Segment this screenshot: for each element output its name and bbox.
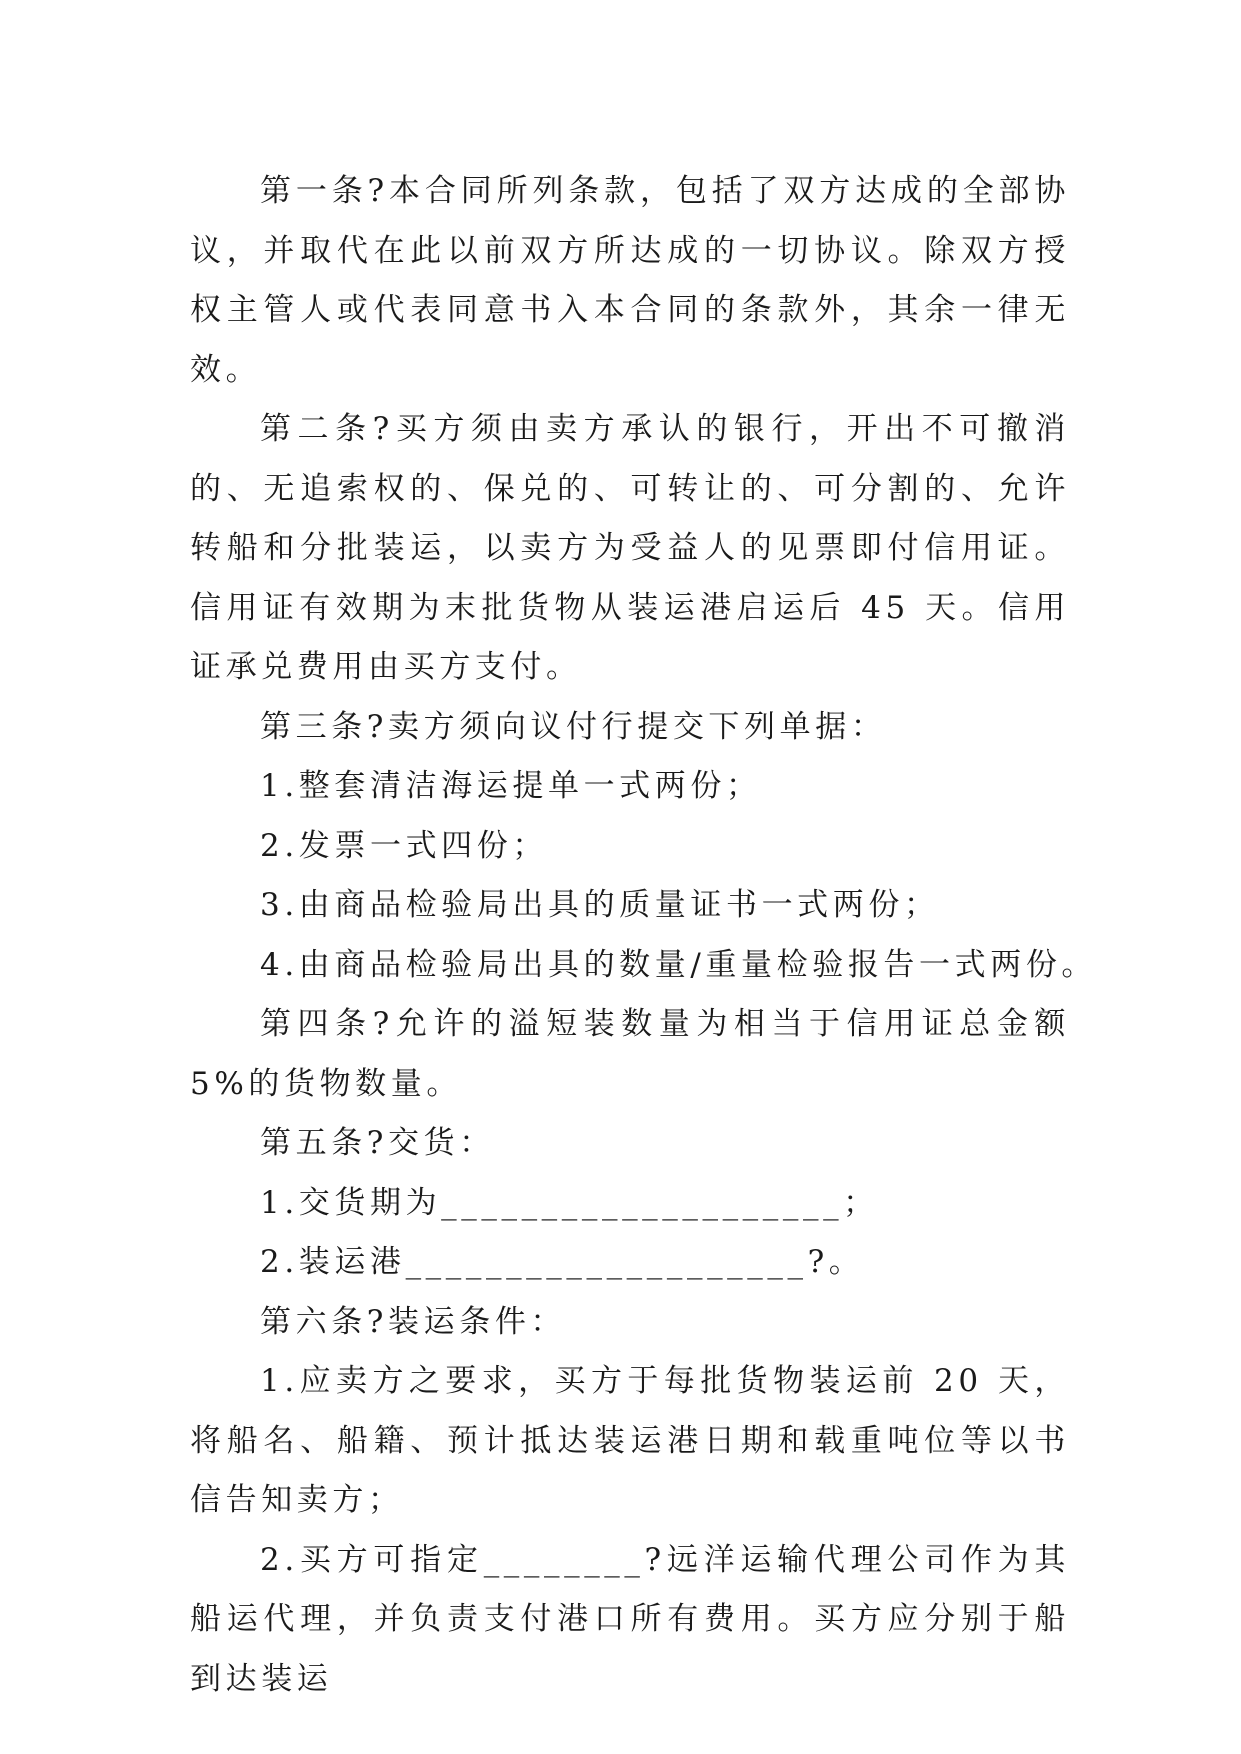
article-6-heading: 第六条?装运条件： (260, 1303, 567, 1340)
article-1: 第一条?本合同所列条款，包括了双方达成的全部协议，并取代在此以前双方所达成的一切协议。除双方授权主管人或代表同意书入本合同的条款外，其余一律无效。 (190, 173, 1070, 388)
article-6-item-1: 1.应卖方之要求，买方于每批货物装运前 20 天，将船名、船籍、预计抵达装运港日期和载重吨位等以书信告知卖方； (190, 1363, 1070, 1518)
article-3-item-2: 2.发票一式四份； (260, 827, 548, 864)
contract-body (190, 162, 1098, 1709)
article-3-item-1: 1.整套清洁海运提单一式两份； (260, 768, 762, 804)
article-3-item-3: 3.由商品检验局出具的质量证书一式两份； (260, 887, 940, 923)
article-5-item-2: 2.装运港____________________?。 (260, 1244, 865, 1280)
article-3-item-4: 4.由商品检验局出具的数量/重量检验报告一式两份。 (260, 946, 1098, 983)
article-3-heading: 第三条?卖方须向议付行提交下列单据： (260, 708, 887, 745)
article-5-heading: 第五条?交货： (260, 1125, 495, 1161)
article-6-item-2: 2.买方可指定________?远洋运输代理公司作为其船运代理，并负责支付港口所有费用。买方应分别于船到达装运 (190, 1541, 1070, 1697)
article-4: 第四条?允许的溢短装数量为相当于信用证总金额 5%的货物数量。 (190, 1006, 1070, 1102)
article-5-item-1: 1.交货期为____________________； (260, 1184, 879, 1221)
article-2: 第二条?买方须由卖方承认的银行，开出不可撤消的、无追索权的、保兑的、可转让的、可分割的、允许转船和分批装运，以卖方为受益人的见票即付信用证。信用证有效期为末批货物从装运港启运后 45 天。信用证承兑费用由买方支付。 (190, 411, 1070, 685)
